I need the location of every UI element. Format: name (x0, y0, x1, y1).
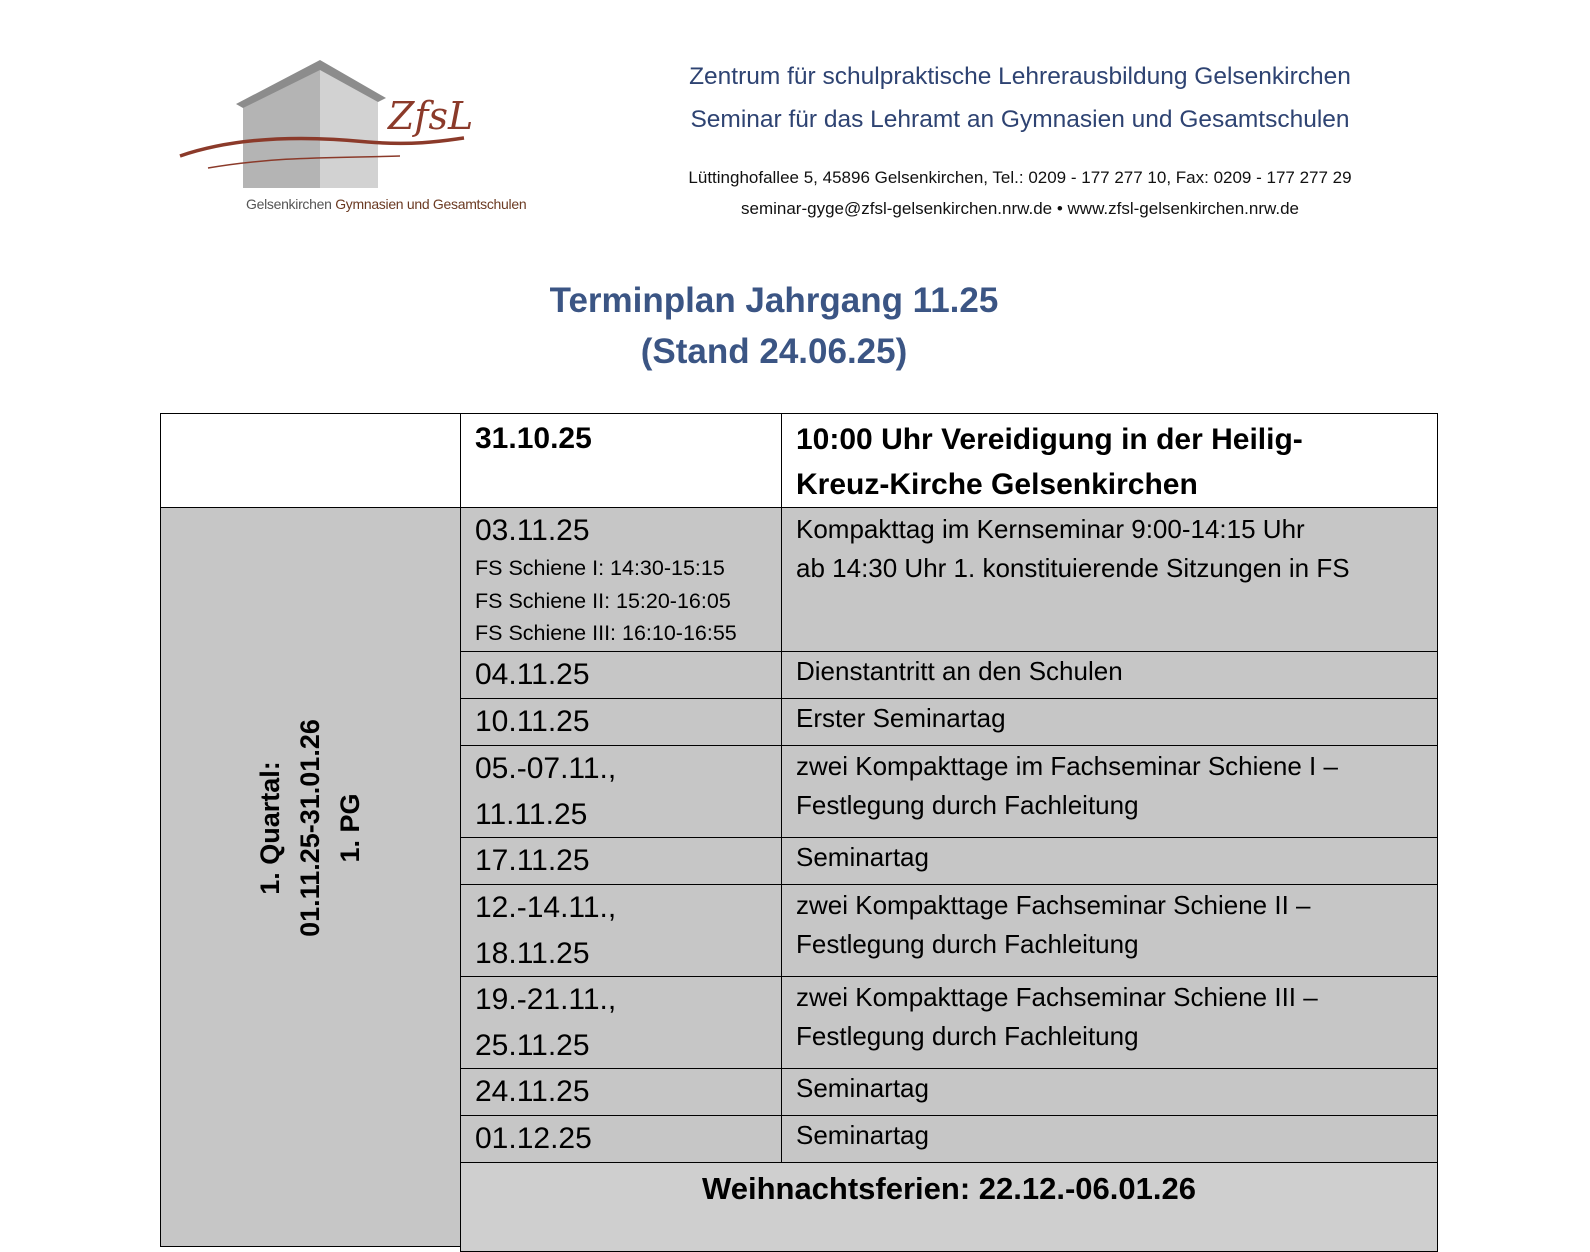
table-cell-date: 17.11.25 (460, 837, 783, 886)
page-title: Terminplan Jahrgang 11.25 (549, 281, 999, 320)
table-cell-desc: Seminartag (781, 1115, 1438, 1164)
seminar-name: Seminar für das Lehramt an Gymnasien und Gesamtschulen (690, 106, 1350, 133)
zfsl-logo (168, 52, 548, 222)
schedule-table (160, 413, 1438, 1243)
logo-mark: ZfsL (388, 94, 474, 138)
institution-name: Zentrum für schulpraktische Lehrerausbildung Gelsenkirchen (689, 63, 1351, 90)
table-cell-desc: Kompakttag im Kernseminar 9:00-14:15 Uhr ab 14:30 Uhr 1. konstituierende Sitzungen in FS (781, 507, 1438, 653)
table-cell-date: 10.11.25 (460, 698, 783, 747)
table-corner-cell (160, 413, 462, 509)
table-cell-desc: Seminartag (781, 837, 1438, 886)
table-cell-desc: zwei Kompakttage im Fachseminar Schiene I – Festlegung durch Fachleitung (781, 745, 1438, 839)
table-cell-date: 01.12.25 (460, 1115, 783, 1164)
address-line: Lüttinghofallee 5, 45896 Gelsenkirchen, Tel.: 0209 - 177 277 10, Fax: 0209 - 177 277 29 (688, 168, 1352, 187)
table-cell-date: 03.11.25 FS Schiene I: 14:30-15:15 FS Schiene II: 15:20-16:05 FS Schiene III: 16:10-16:55 (460, 507, 783, 653)
table-cell-date: 19.-21.11., 25.11.25 (460, 976, 783, 1070)
table-cell-desc: zwei Kompakttage Fachseminar Schiene II – Festlegung durch Fachleitung (781, 884, 1438, 978)
table-cell-desc: Erster Seminartag (781, 698, 1438, 747)
holiday-label: Weihnachtsferien: 22.12.-06.01.26 (702, 1171, 1196, 1206)
table-cell-date: 05.-07.11., 11.11.25 (460, 745, 783, 839)
table-cell-date: 24.11.25 (460, 1068, 783, 1117)
table-cell-date: 04.11.25 (460, 651, 783, 700)
table-cell-desc: Seminartag (781, 1068, 1438, 1117)
page-subtitle: (Stand 24.06.25) (640, 332, 908, 371)
contact-line: seminar-gyge@zfsl-gelsenkirchen.nrw.de • www.zfsl-gelsenkirchen.nrw.de (741, 199, 1299, 218)
quarter-label: 1. Quartal: 01.11.25-31.01.26 1. PG (255, 719, 365, 937)
table-cell-desc: 10:00 Uhr Vereidigung in der Heilig- Kreuz-Kirche Gelsenkirchen (781, 413, 1438, 509)
holiday-row (460, 1162, 1438, 1252)
table-cell-desc: zwei Kompakttage Fachseminar Schiene III – Festlegung durch Fachleitung (781, 976, 1438, 1070)
table-cell-date: 31.10.25 (460, 413, 783, 509)
table-cell-desc: Dienstantritt an den Schulen (781, 651, 1438, 700)
logo-subtitle: Gelsenkirchen Gymnasien und Gesamtschulen (246, 196, 527, 212)
table-cell-date: 12.-14.11., 18.11.25 (460, 884, 783, 978)
